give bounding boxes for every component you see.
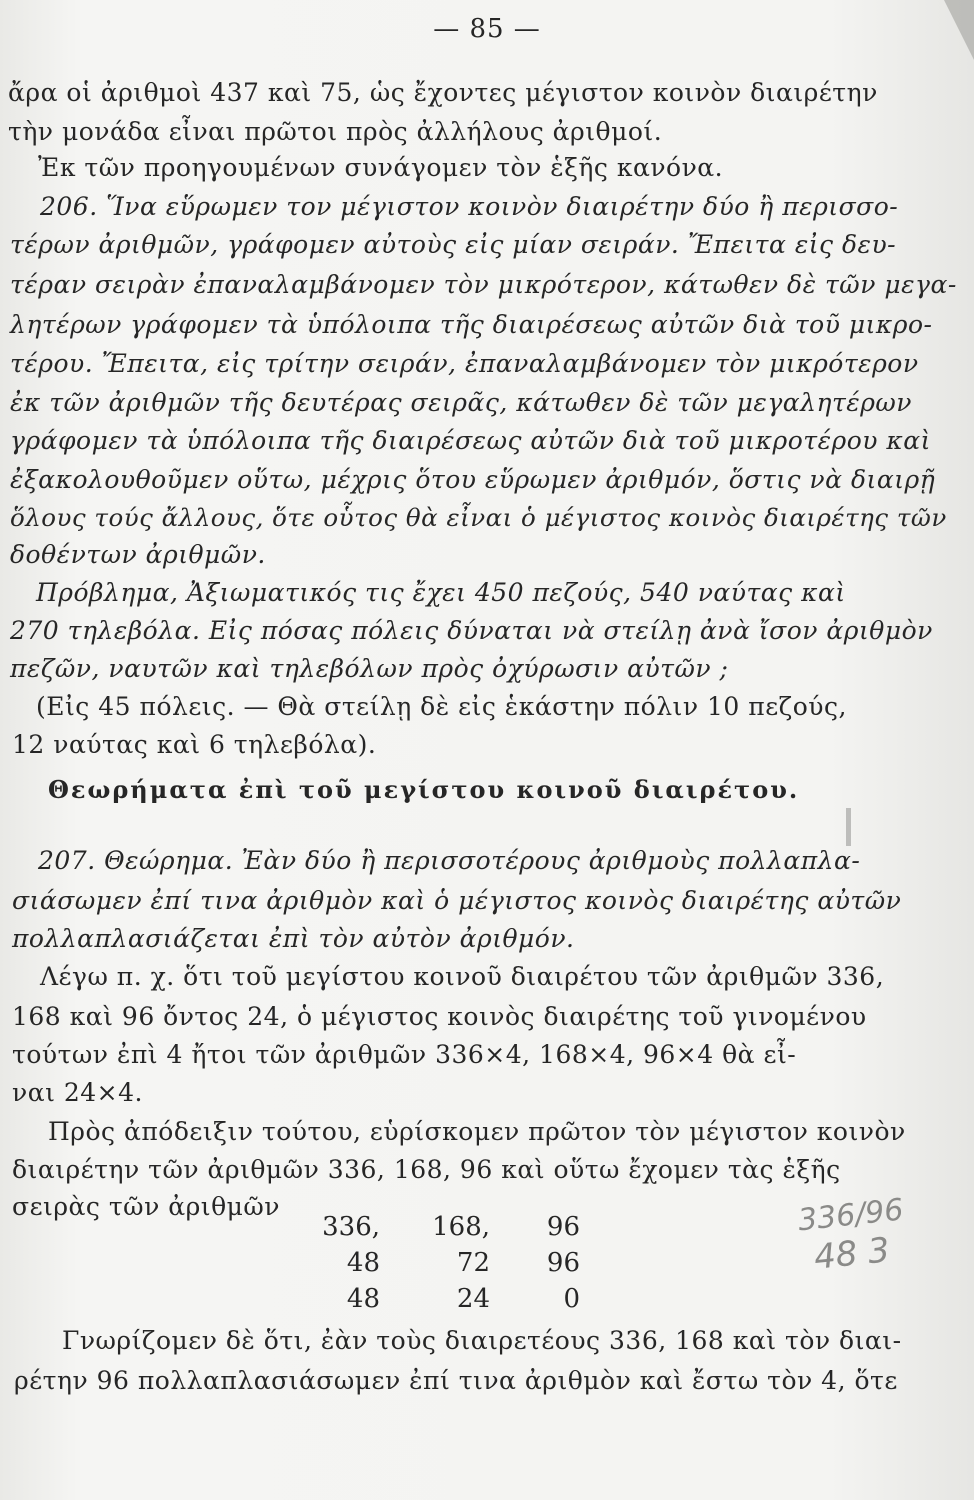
section-heading: Θεωρήματα ἐπὶ τοῦ μεγίστου κοινοῦ διαιρέτου. xyxy=(48,775,800,804)
print-speck xyxy=(846,808,851,846)
number-rows-table xyxy=(300,1212,620,1320)
number-row xyxy=(300,1284,620,1320)
rule-206-line: δοθέντων ἀριθμῶν. xyxy=(10,540,266,569)
number-cell: 24 xyxy=(456,1284,490,1314)
proof-line: Πρὸς ἀπόδειξιν τούτου, εὑρίσκομεν πρῶτον τὸν μέγιστον κοινὸν xyxy=(48,1117,906,1146)
text-line: ἄρα οἱ ἀριθμοὶ 437 καὶ 75, ὡς ἔχοντες μέγιστον κοινὸν διαιρέτην xyxy=(8,78,878,107)
problem-line: Πρόβλημα, Ἀξιωματικός τις ἔχει 450 πεζούς, 540 ναύτας καὶ xyxy=(36,578,846,607)
example-line: ναι 24×4. xyxy=(12,1078,143,1107)
rule-206-line: 206. Ἵνα εὕρωμεν τον μέγιστον κοινὸν διαιρέτην δύο ἢ περισσο- xyxy=(40,192,899,221)
problem-line: πεζῶν, ναυτῶν καὶ τηλεβόλων πρὸς ὀχύρωσιν αὐτῶν ; xyxy=(10,654,729,683)
rule-206-line: ἐκ τῶν ἀριθμῶν τῆς δευτέρας σειρᾶς, κάτωθεν δὲ τῶν μεγαλητέρων xyxy=(10,388,912,417)
rule-206-line: γράφομεν τὰ ὑπόλοιπα τῆς διαιρέσεως αὐτῶν διὰ τοῦ μικροτέρου καὶ xyxy=(10,426,931,455)
number-cell: 96 xyxy=(546,1248,580,1278)
rule-206-line: τέρου. Ἔπειτα, εἰς τρίτην σειράν, ἐπαναλαμβάνομεν τὸν μικρότερον xyxy=(10,349,919,378)
margin-note-line: 48 3 xyxy=(812,1230,892,1278)
number-cell: 168, xyxy=(432,1212,490,1242)
answer-line: 12 ναύτας καὶ 6 τηλεβόλα). xyxy=(12,730,377,759)
number-cell: 0 xyxy=(563,1284,580,1314)
proof-line: σειρὰς τῶν ἀριθμῶν xyxy=(12,1192,280,1221)
number-cell: 48 xyxy=(346,1248,380,1278)
example-line: 168 καὶ 96 ὄντος 24, ὁ μέγιστος κοινὸς διαιρέτης τοῦ γινομένου xyxy=(12,1002,867,1031)
example-line: Λέγω π. χ. ὅτι τοῦ μεγίστου κοινοῦ διαιρέτου τῶν ἀριθμῶν 336, xyxy=(40,962,885,991)
problem-line: 270 τηλεβόλα. Εἰς πόσας πόλεις δύναται νὰ στείλῃ ἀνὰ ἴσον ἀριθμὸν xyxy=(10,616,933,645)
rule-206-line: ὅλους τούς ἄλλους, ὅτε οὗτος θὰ εἶναι ὁ μέγιστος κοινὸς διαιρέτης τῶν xyxy=(10,503,947,532)
example-line: τούτων ἐπὶ 4 ἤτοι τῶν ἀριθμῶν 336×4, 168×4, 96×4 θὰ εἶ- xyxy=(12,1040,797,1069)
number-row xyxy=(300,1248,620,1284)
margin-note-line: 336/96 xyxy=(796,1192,906,1239)
rule-206-line: λητέρων γράφομεν τὰ ὑπόλοιπα τῆς διαιρέσεως αὐτῶν διὰ τοῦ μικρο- xyxy=(10,310,933,339)
rule-206-line: τέρων ἀριθμῶν, γράφομεν αὐτοὺς εἰς μίαν σειράν. Ἔπειτα εἰς δευ- xyxy=(10,230,897,259)
text-line: Ἐκ τῶν προηγουμένων συνάγομεν τὸν ἑξῆς κανόνα. xyxy=(38,153,724,182)
number-cell: 48 xyxy=(346,1284,380,1314)
number-cell: 72 xyxy=(456,1248,490,1278)
page-number: — 85 — xyxy=(433,14,541,44)
rule-206-line: ἐξακολουθοῦμεν οὕτω, μέχρις ὅτου εὕρωμεν ἀριθμόν, ὅστις νὰ διαιρῇ xyxy=(10,465,936,494)
theorem-207-line: σιάσωμεν ἐπί τινα ἀριθμὸν καὶ ὁ μέγιστος κοινὸς διαιρέτης αὐτῶν xyxy=(12,886,902,915)
number-cell: 96 xyxy=(546,1212,580,1242)
pencil-margin-note xyxy=(796,1190,923,1278)
rule-206-line: τέραν σειρὰν ἐπαναλαμβάνομεν τὸν μικρότερον, κάτωθεν δὲ τῶν μεγα- xyxy=(10,270,957,299)
theorem-207-line: 207. Θεώρημα. Ἐὰν δύο ἢ περισσοτέρους ἀριθμοὺς πολλαπλα- xyxy=(38,846,861,875)
closing-line: ρέτην 96 πολλαπλασιάσωμεν ἐπί τινα ἀριθμὸν καὶ ἔστω τὸν 4, ὅτε xyxy=(14,1366,898,1395)
closing-line: Γνωρίζομεν δὲ ὅτι, ἐὰν τοὺς διαιρετέους 336, 168 καὶ τὸν διαι- xyxy=(62,1326,902,1355)
theorem-207-line: πολλαπλασιάζεται ἐπὶ τὸν αὐτὸν ἀριθμόν. xyxy=(12,924,575,953)
answer-line: (Εἰς 45 πόλεις. — Θὰ στείλῃ δὲ εἰς ἑκάστην πόλιν 10 πεζούς, xyxy=(36,692,847,721)
text-line: τὴν μονάδα εἶναι πρῶτοι πρὸς ἀλλήλους ἀριθμοί. xyxy=(8,117,663,146)
number-cell: 336, xyxy=(322,1212,380,1242)
proof-line: διαιρέτην τῶν ἀριθμῶν 336, 168, 96 καὶ οὕτω ἔχομεν τὰς ἑξῆς xyxy=(12,1155,841,1184)
number-row xyxy=(300,1212,620,1248)
